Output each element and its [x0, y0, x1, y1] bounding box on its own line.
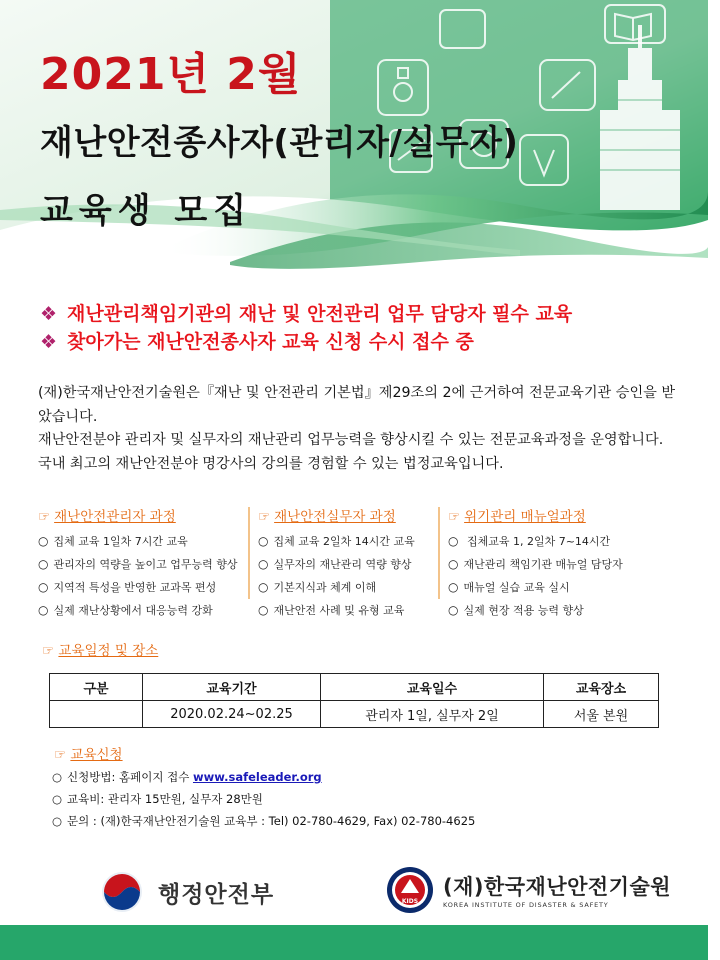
- diamond-bullet-icon: ❖: [40, 331, 58, 353]
- institute-name-en: KOREA INSTITUTE OF DISASTER & SAFETY: [443, 901, 609, 909]
- course-manual: [444, 505, 648, 622]
- course-item-text: 재난안전 사례 및 유형 교육: [273, 604, 405, 617]
- course-item-text: 집체 교육 1일차 7시간 교육: [53, 535, 188, 548]
- course-item: [38, 576, 254, 599]
- course-item-text: 집체교육 1, 2일차 7~14시간: [463, 535, 611, 548]
- table-header-cell: 교육장소: [544, 674, 659, 701]
- taegeuk-emblem-icon: [100, 870, 144, 914]
- course-item: [448, 553, 648, 576]
- apply-fee: [52, 788, 475, 810]
- course-item: [448, 599, 648, 622]
- highlight-list: [40, 300, 572, 356]
- course-item: [448, 530, 648, 553]
- course-item-text: 기본지식과 체계 이해: [273, 581, 377, 594]
- course-item: [448, 576, 648, 599]
- circle-bullet-icon: ○: [38, 557, 49, 571]
- table-cell: [50, 701, 143, 728]
- course-item-text: 매뉴얼 실습 교육 실시: [463, 581, 570, 594]
- table-header-cell: 교육기간: [143, 674, 321, 701]
- course-practitioner: [254, 505, 444, 622]
- intro-text: [38, 382, 678, 476]
- logo-bar: [0, 855, 708, 925]
- circle-bullet-icon: ○: [258, 580, 269, 594]
- pointing-hand-icon: ☞: [258, 509, 271, 525]
- circle-bullet-icon: ○: [258, 534, 269, 548]
- apply-method-label: 신청방법: 홈페이지 접수: [67, 770, 193, 784]
- table-cell: 2020.02.24~02.25: [143, 701, 321, 728]
- institute-emblem-icon: [385, 865, 435, 915]
- ministry-name: 행정안전부: [158, 881, 275, 908]
- circle-bullet-icon: ○: [448, 580, 459, 594]
- circle-bullet-icon: ○: [38, 603, 49, 617]
- course-item: [258, 576, 444, 599]
- course-title-text: 위기관리 매뉴얼과정: [464, 509, 586, 525]
- apply-fee-text: 교육비: 관리자 15만원, 실무자 28만원: [67, 792, 263, 806]
- diamond-bullet-icon: ❖: [40, 303, 58, 325]
- schedule-table: [49, 673, 659, 728]
- apply-section-title: [54, 743, 123, 763]
- circle-bullet-icon: ○: [38, 534, 49, 548]
- institute-text: [443, 871, 671, 909]
- course-title-text: 재난안전관리자 과정: [54, 509, 176, 525]
- table-header-row: [50, 674, 659, 701]
- course-title: [38, 505, 254, 525]
- circle-bullet-icon: ○: [52, 814, 63, 828]
- course-item: [258, 599, 444, 622]
- course-title-text: 재난안전실무자 과정: [274, 509, 396, 525]
- pointing-hand-icon: ☞: [38, 509, 51, 525]
- course-item-text: 관리자의 역량을 높이고 업무능력 향상: [53, 558, 238, 571]
- homepage-link[interactable]: www.safeleader.org: [192, 770, 322, 784]
- page-title-year: 2021년 2월: [40, 49, 302, 100]
- page-title: 재난안전종사자(관리자/실무자): [40, 123, 519, 163]
- course-item: [38, 599, 254, 622]
- bottom-band: [0, 925, 708, 960]
- institute-name: (재)한국재난안전기술원: [443, 875, 672, 899]
- highlight-item: [40, 328, 572, 356]
- course-item: [258, 530, 444, 553]
- course-item-text: 집체 교육 2일차 14시간 교육: [273, 535, 415, 548]
- table-header-cell: 구분: [50, 674, 143, 701]
- schedule-section-title: [42, 639, 158, 659]
- table-header-cell: 교육일수: [321, 674, 544, 701]
- course-list: [38, 505, 678, 622]
- course-item: [258, 553, 444, 576]
- pointing-hand-icon: ☞: [448, 509, 461, 525]
- highlight-text: 재난관리책임기관의 재난 및 안전관리 업무 담당자 필수 교육: [67, 303, 573, 325]
- course-item-text: 재난관리 책임기관 매뉴얼 담당자: [463, 558, 623, 571]
- circle-bullet-icon: ○: [38, 580, 49, 594]
- circle-bullet-icon: ○: [448, 534, 459, 548]
- highlight-text: 찾아가는 재난안전종사자 교육 신청 수시 접수 중: [67, 331, 474, 353]
- course-item-text: 실제 재난상황에서 대응능력 강화: [53, 604, 213, 617]
- circle-bullet-icon: ○: [52, 770, 63, 784]
- course-item: [38, 530, 254, 553]
- table-row: [50, 701, 659, 728]
- apply-method: [52, 766, 475, 788]
- institute-logo: [385, 865, 671, 915]
- course-item-text: 실제 현장 적용 능력 향상: [463, 604, 584, 617]
- course-item-text: 실무자의 재난관리 역량 향상: [273, 558, 412, 571]
- circle-bullet-icon: ○: [258, 603, 269, 617]
- intro-paragraph: 재난안전분야 관리자 및 실무자의 재난관리 업무능력을 향상시킬 수 있는 전문교육과정을 운영합니다. 국내 최고의 재난안전분야 명강사의 강의를 경험할 수 있는 법정교육입니다.: [38, 432, 664, 472]
- course-admin: [38, 505, 254, 622]
- pointing-hand-icon: ☞: [54, 747, 67, 763]
- page-margin: [708, 0, 720, 960]
- circle-bullet-icon: ○: [448, 557, 459, 571]
- table-cell: 관리자 1일, 실무자 2일: [321, 701, 544, 728]
- highlight-item: [40, 300, 572, 328]
- course-title: [258, 505, 444, 525]
- circle-bullet-icon: ○: [448, 603, 459, 617]
- course-item-text: 지역적 특성을 반영한 교과목 편성: [53, 581, 217, 594]
- course-divider: [248, 507, 250, 599]
- course-item: [38, 553, 254, 576]
- circle-bullet-icon: ○: [258, 557, 269, 571]
- apply-contact-text: 문의 : (재)한국재난안전기술원 교육부 : Tel) 02-780-4629, Fax) 02-780-4625: [67, 814, 476, 828]
- page-subtitle: 교육생 모집: [40, 191, 253, 231]
- apply-title-text: 교육신청: [70, 747, 123, 763]
- schedule-title-text: 교육일정 및 장소: [58, 643, 159, 659]
- apply-info: [52, 766, 475, 832]
- course-divider: [438, 507, 440, 599]
- pointing-hand-icon: ☞: [42, 643, 55, 659]
- table-cell: 서울 본원: [544, 701, 659, 728]
- intro-paragraph: (재)한국재난안전기술원은『재난 및 안전관리 기본법』제29조의 2에 근거하여 전문교육기관 승인을 받았습니다.: [38, 385, 676, 425]
- course-title: [448, 505, 648, 525]
- circle-bullet-icon: ○: [52, 792, 63, 806]
- emblem-text: KIDS: [401, 898, 419, 905]
- ministry-logo: [100, 870, 274, 914]
- apply-contact: [52, 810, 475, 832]
